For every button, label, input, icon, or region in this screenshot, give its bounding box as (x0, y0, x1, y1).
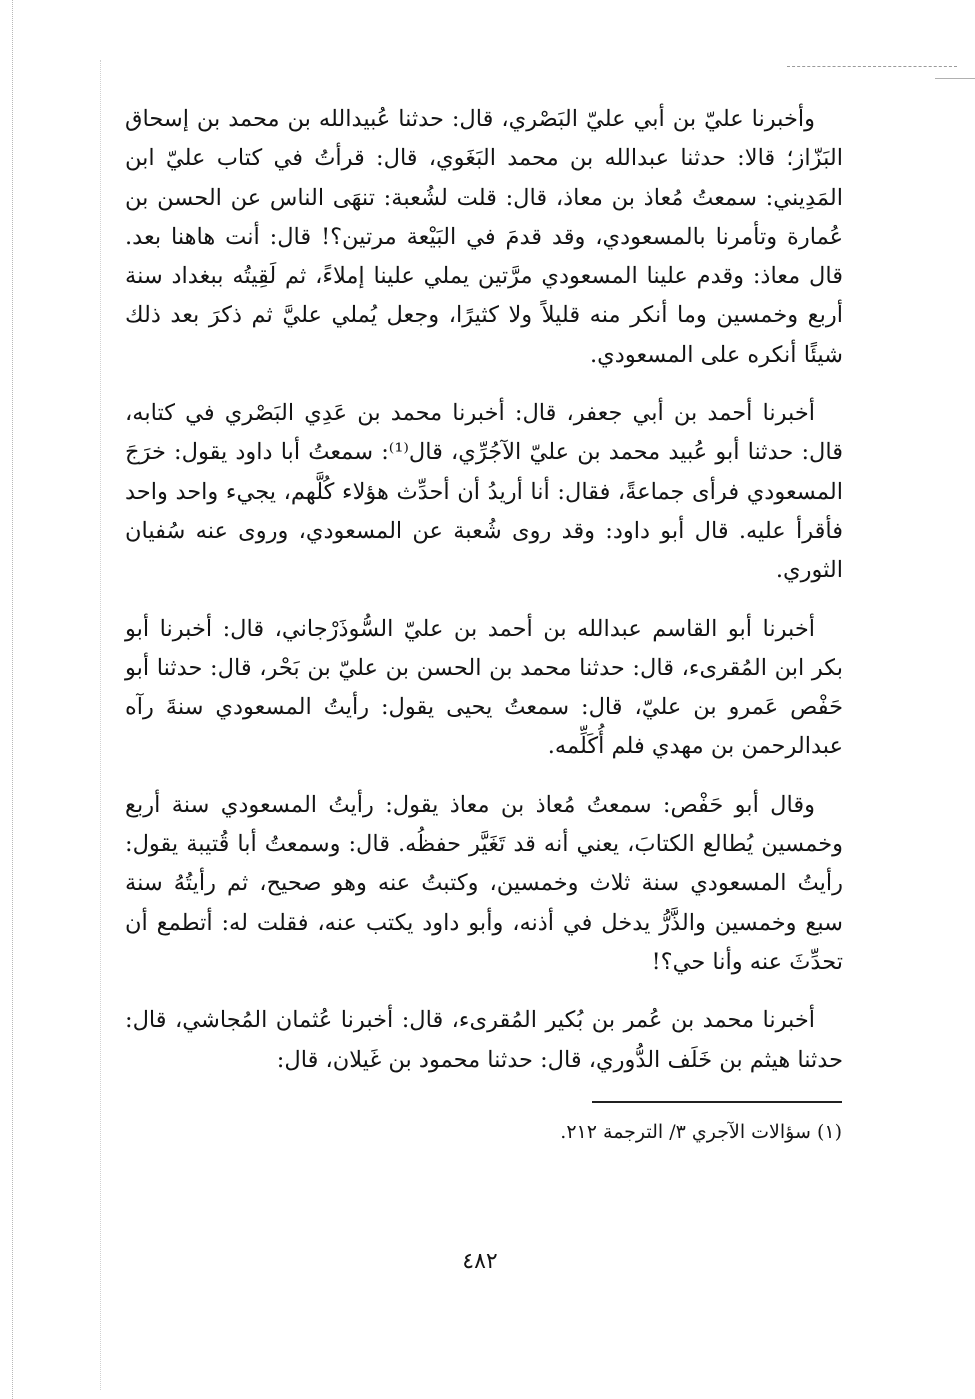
paragraph: أخبرنا محمد بن عُمر بن بُكير المُقرىء، قال: أخبرنا عُثمان المُجاشي، قال: حدثنا هيثم بن خَلَف الدُّوري، قال: حدثنا محمود بن غَيلان، قال: (125, 1007, 843, 1073)
paragraph: أخبرنا أحمد بن أبي جعفر، قال: أخبرنا محمد بن عَدِي البَصْري في كتابه، قال: حدثنا أبو عُبيد محمد بن عليّ الآجُرِّي، قال⁽¹⁾: سمعتُ أبا داود يقول: خرَجَ المسعودي فرأى جماعةً، فقال: أنا أريدُ أن أحدِّث هؤلاء كُلَّهم، يجيء واحد واحد فأقرأ عليه. قال أبو داود: وقد روى شُعبة عن المسعودي، وروى عنه سُفيان الثوري. (125, 400, 843, 584)
scan-edge-mark (935, 78, 975, 79)
paragraph: وقال أبو حَفْص: سمعتُ مُعاذ بن معاذ يقول: رأيتُ المسعودي سنة أربع وخمسين يُطالع الكتابَ، يعني أنه قد تَغَيَّر حفظُه. قال: وسمعتُ أبا قُتيبة يقول: رأيتُ المسعودي سنة ثلاث وخمسين، وكتبتُ عنه وهو صحيح، ثم رأيتُهُ سنة سبع وخمسين والذَّرُّ يدخل في أذنه، وأبو داود يكتب عنه، فقلت له: أتطمع أن تحدِّثَ عنه وأنا حي؟! (125, 791, 843, 975)
paragraph: أخبرنا أبو القاسم عبدالله بن أحمد بن عليّ السُّوذَرْجاني، قال: أخبرنا أبو بكر ابن المُقرىء، قال: حدثنا محمد بن الحسن بن عليّ بن بَحْر، قال: حدثنا أبو حَفْص عَمرو بن عليّ، قال: سمعتُ يحيى يقول: رأيتُ المسعودي سنةَ رآه عبدالرحمن بن مهدي فلم أُكَلِّمه. (125, 615, 843, 760)
page-number: ٤٨٢ (462, 1249, 498, 1274)
scan-edge-mark (12, 0, 13, 1399)
paragraph: وأخبرنا عليّ بن أبي عليّ البَصْري، قال: حدثنا عُبيدالله بن محمد بن إسحاق البَزّاز؛ قالا: حدثنا عبدالله بن محمد البَغَوي، قال: قرأتُ في كتاب عليّ ابن المَدِيني: سمعتُ مُعاذ بن معاذ، قال: قلت لشُعبة: تنهَى الناس عن الحسن بن عُمارة وتأمرنا بالمسعودي، وقد قدمَ في البَيْعة مرتين؟! قال: أنت هاهنا بعد. قال معاذ: وقدم علينا المسعودي مرَّتين يملي علينا إملاءً، ثم لَقِيتُه ببغداد سنة أربع وخمسين وما أنكر منه قليلاً ولا كثيرًا، وجعل يُملي عليَّ ثم ذكرَ بعد ذلك شيئًا أنكره على المسعودي. (125, 106, 843, 368)
scan-edge-mark (100, 60, 101, 1390)
scan-edge-mark (787, 66, 957, 67)
footnote-divider (592, 1101, 842, 1103)
footnote: (١) سؤالات الآجري ٣/ الترجمة ٢١٢. (560, 1121, 842, 1143)
main-text (125, 100, 843, 1080)
